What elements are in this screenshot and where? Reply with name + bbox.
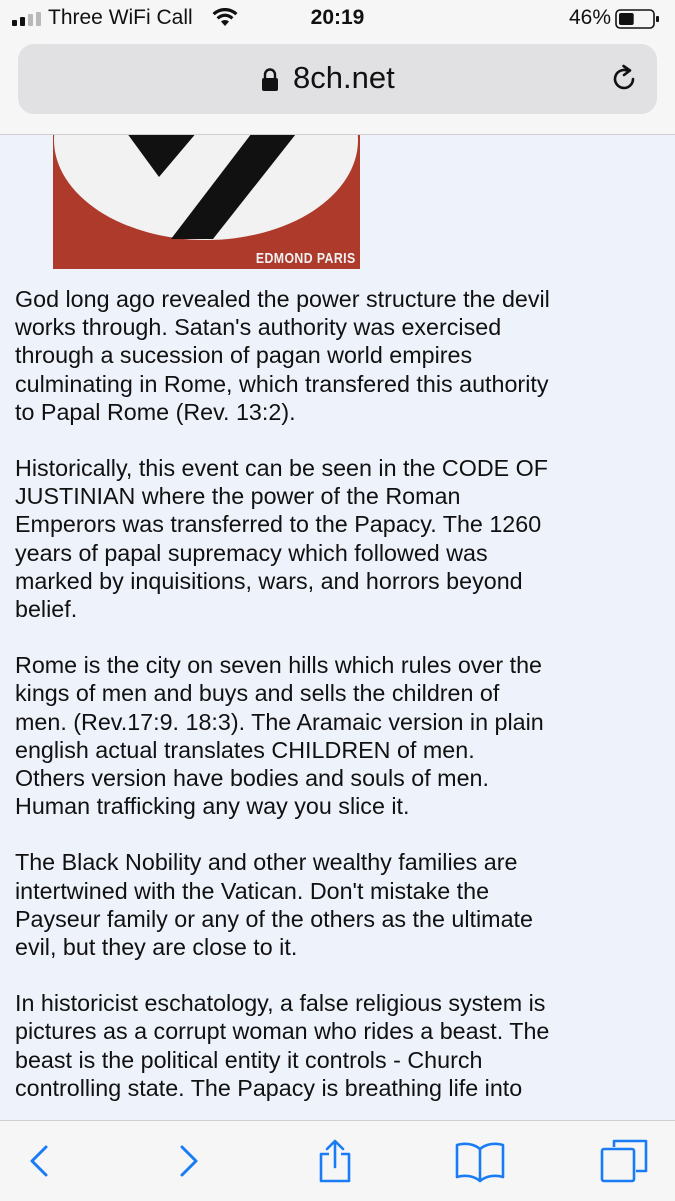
clock-time: 20:19 [310,6,365,29]
paragraph: Rome is the city on seven hills which rules over the kings of men and buys and sells the children of men. (Rev.17:9. 18:3). The Aramaic version in plain english actual translates CHILDREN of men. Others version have bodies and souls of men. Human trafficking any way you slice it. [15,652,544,820]
article-text [15,285,665,1120]
page-content [0,135,675,1120]
forward-icon[interactable] [174,1139,204,1183]
address-bar[interactable] [18,44,657,114]
book-cover-artwork [53,135,360,269]
book-author-caption: EDMOND PARIS [256,250,356,267]
book-cover-image [53,135,360,269]
browser-toolbar [0,1120,675,1201]
battery-percent: 46% [568,6,611,29]
paragraph: God long ago revealed the power structure the devil works through. Satan's authority was exercised through a sucession of pagan world empires culminating in Rome, which transfered this authority to Papal Rome (Rev. 13:2). [15,286,550,425]
lock-icon [260,68,280,92]
paragraph: In historicist eschatology, a false religious system is pictures as a corrupt woman who rides a beast. The beast is the political entity it controls - Church controlling state. The Papacy is breathing life into [15,990,550,1101]
url-domain[interactable]: 8ch.net [293,60,395,95]
paragraph: The Black Nobility and other wealthy families are intertwined with the Vatican. Don't mistake the Payseur family or any of the others as the ultimate evil, but they are close to it. [15,849,533,961]
battery-icon [615,9,661,29]
share-icon[interactable] [315,1139,355,1183]
back-icon[interactable] [24,1139,54,1183]
paragraph: Historically, this event can be seen in the CODE OF JUSTINIAN where the power of the Roman Emperors was transferred to the Papacy. The 1260 years of papal supremacy which followed was marked by inquisitions, wars, and horrors beyond belief. [15,455,549,623]
status-bar [0,0,675,36]
tabs-icon[interactable] [600,1139,648,1183]
browser-address-area [0,36,675,135]
bookmarks-icon[interactable] [455,1139,505,1183]
reload-icon[interactable] [609,64,639,94]
carrier-name: Three WiFi Call [48,6,193,29]
